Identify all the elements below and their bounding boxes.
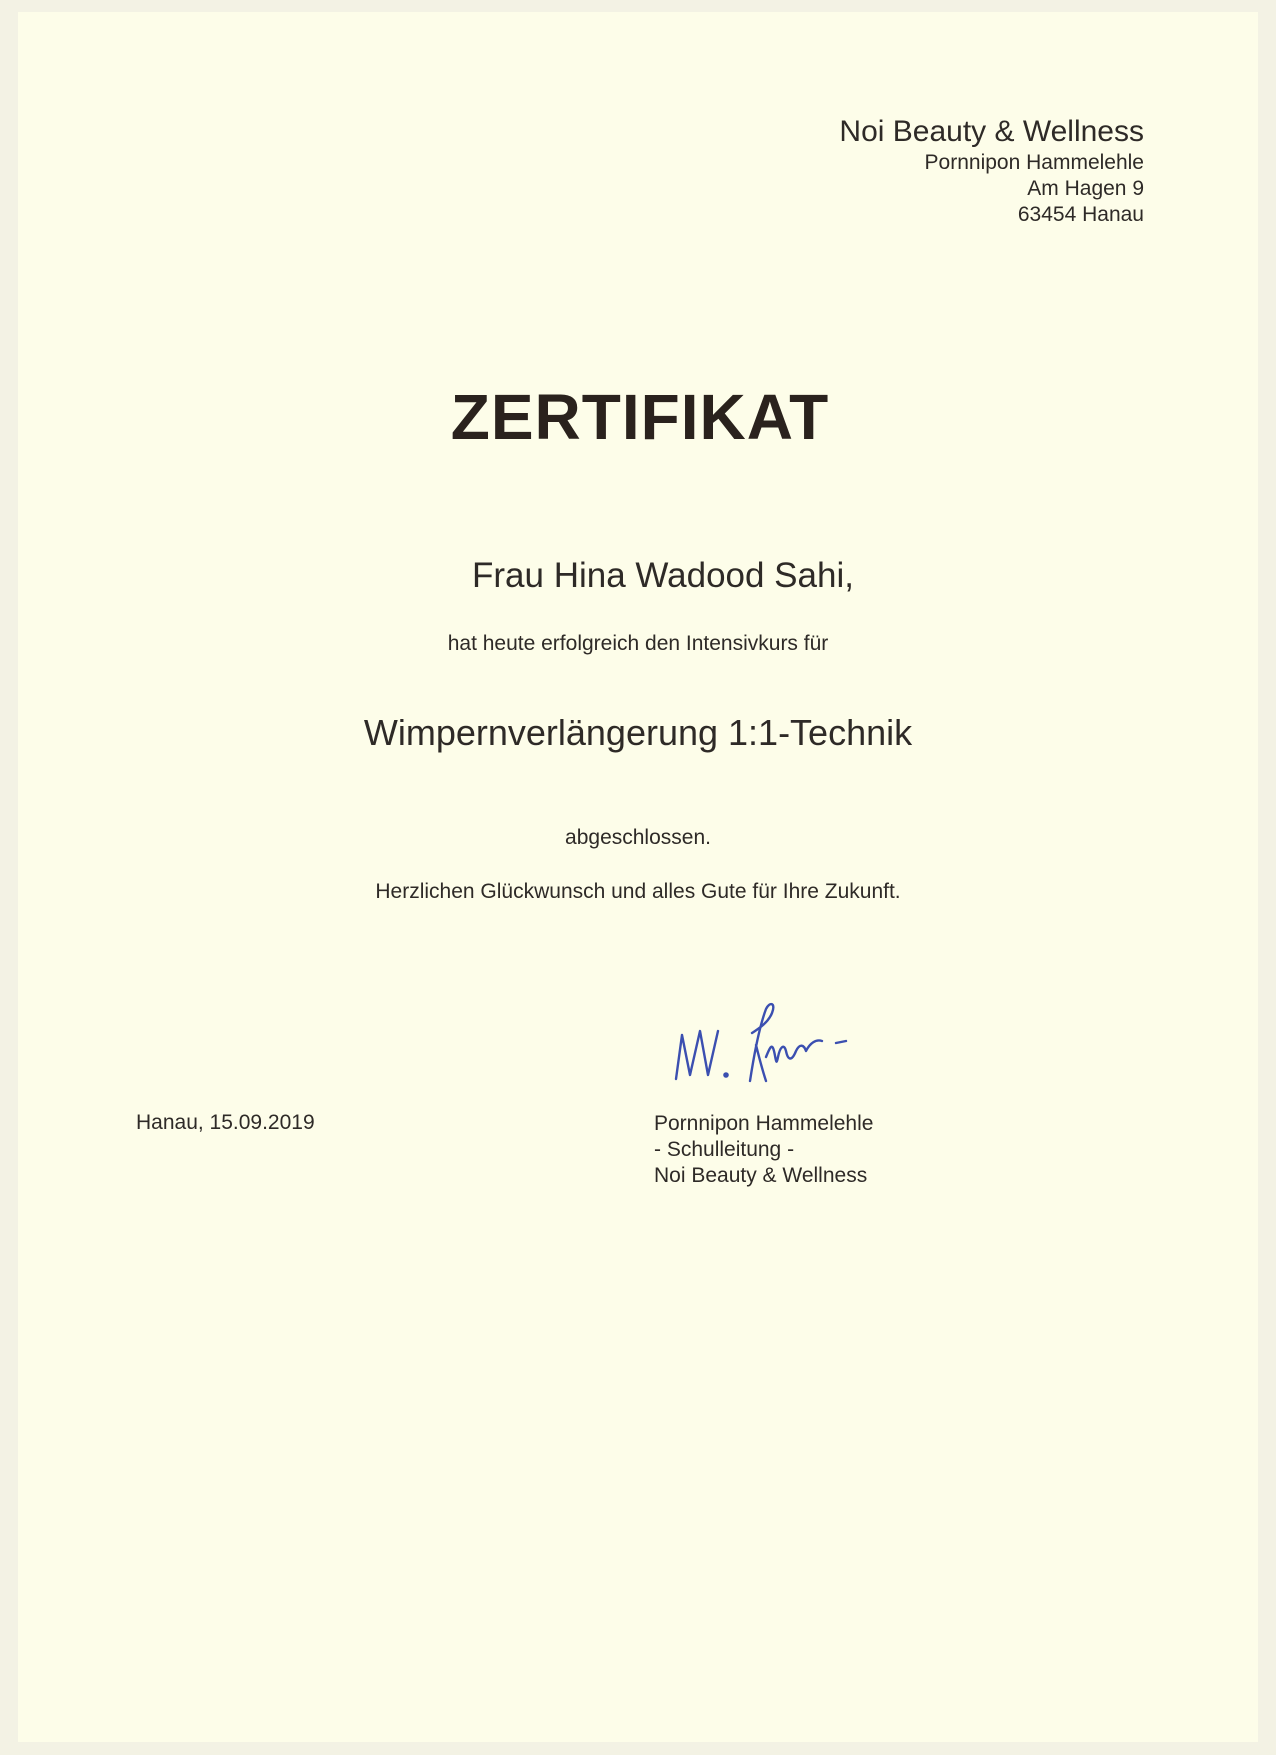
- completed-text: abgeschlossen.: [565, 826, 711, 849]
- letterhead: [839, 114, 1144, 228]
- certificate-title: ZERTIFIKAT: [450, 381, 830, 453]
- owner-name: Pornnipon Hammelehle: [924, 151, 1144, 174]
- city-address: 63454 Hanau: [1017, 203, 1144, 226]
- street-address: Am Hagen 9: [1027, 177, 1144, 200]
- recipient-name: Frau Hina Wadood Sahi,: [472, 556, 854, 595]
- intro-text: hat heute erfolgreich den Intensivkurs für: [447, 632, 829, 655]
- course-name: Wimpernverlängerung 1:1-Technik: [363, 712, 913, 753]
- signer-block: [654, 1111, 873, 1189]
- place-date: Hanau, 15.09.2019: [136, 1111, 315, 1134]
- signer-role: - Schulleitung -: [654, 1138, 795, 1161]
- congratulations-text: Herzlichen Glückwunsch und alles Gute für Ihre Zukunft.: [375, 880, 901, 903]
- certificate-page: [18, 12, 1258, 1742]
- signer-name: Pornnipon Hammelehle: [654, 1112, 874, 1135]
- signature: [660, 995, 870, 1095]
- signer-company: Noi Beauty & Wellness: [654, 1164, 868, 1187]
- company-name: Noi Beauty & Wellness: [839, 115, 1144, 148]
